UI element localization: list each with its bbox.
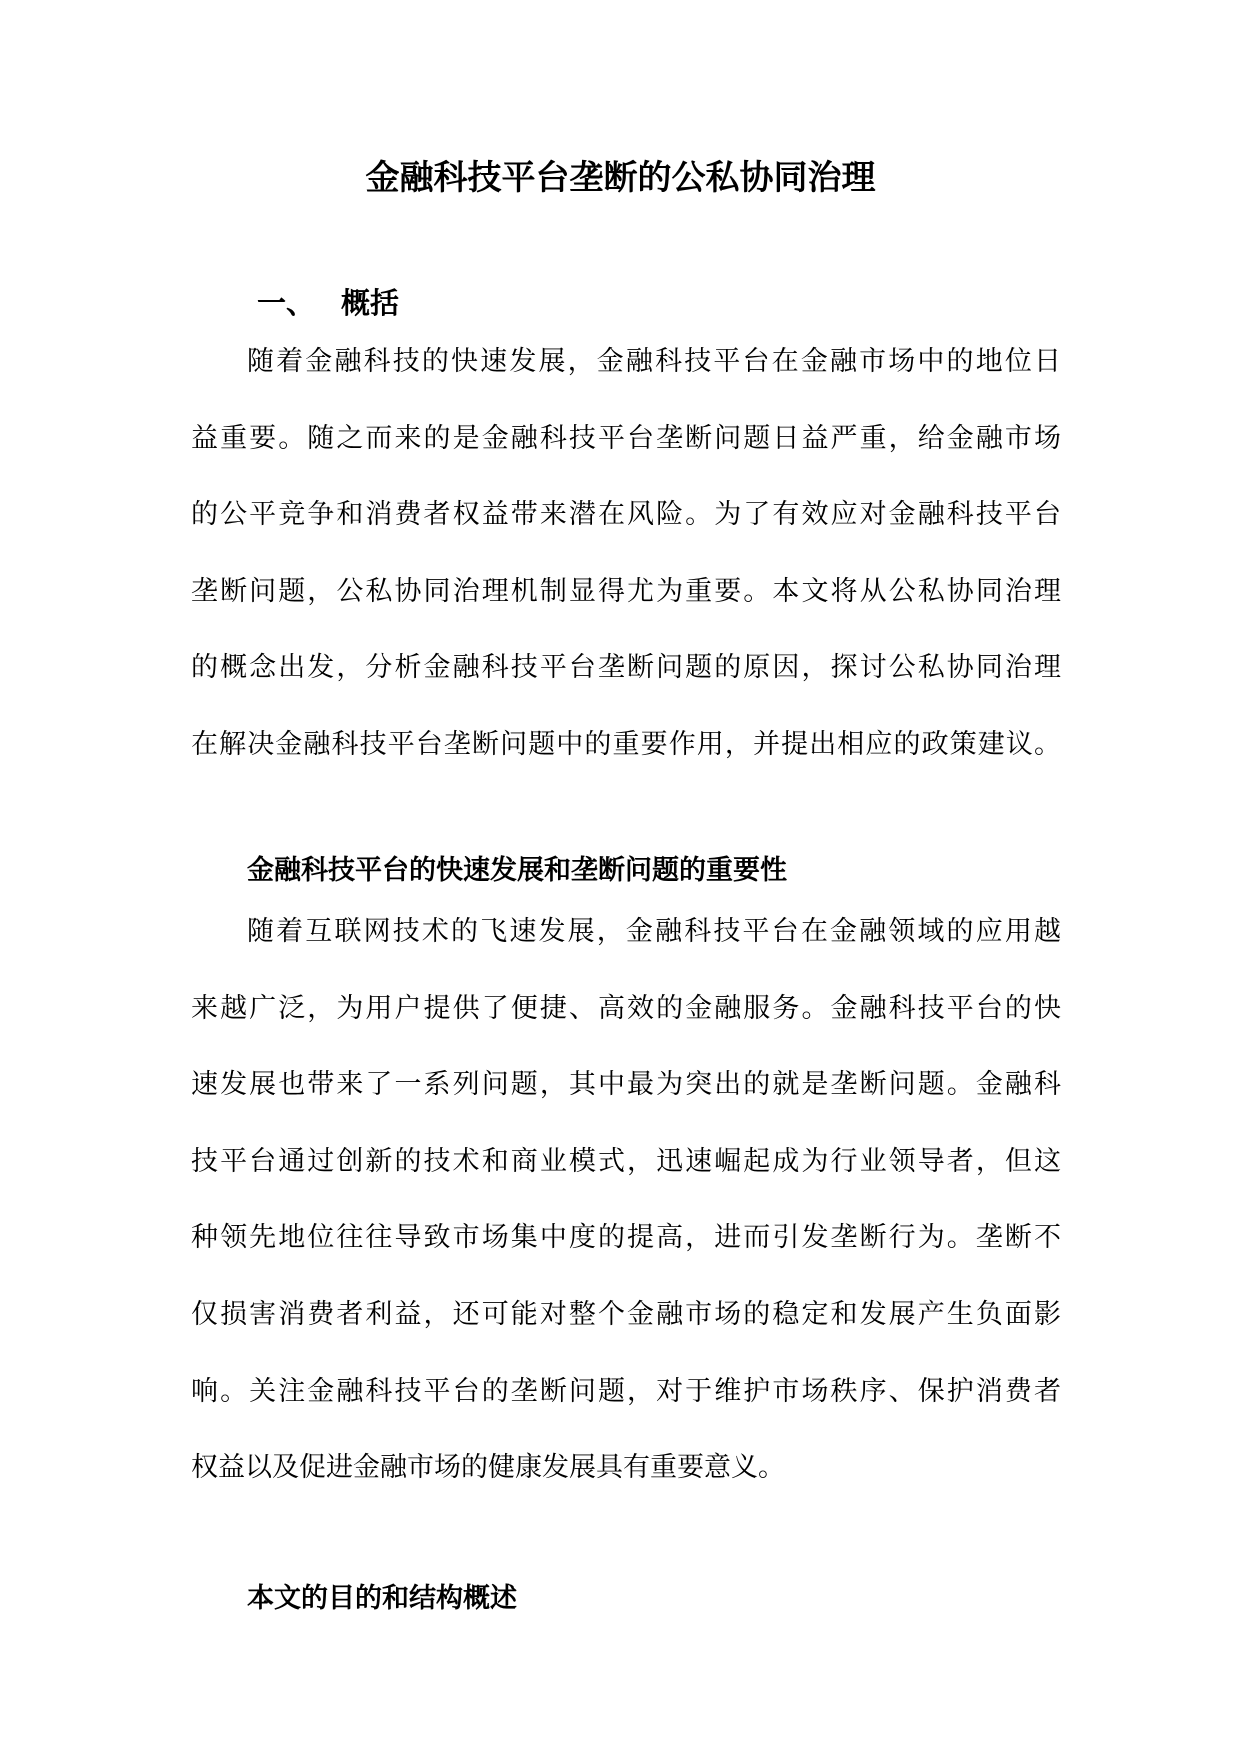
paragraph-line: 益重要。随之而来的是金融科技平台垄断问题日益严重，给金融市场: [191, 422, 1061, 454]
paragraph-line: 随着金融科技的快速发展，金融科技平台在金融市场中的地位日: [247, 346, 1061, 377]
overview-paragraph: [191, 324, 1061, 784]
paragraph-line: 的公平竞争和消费者权益带来潜在风险。为了有效应对金融科技平台: [191, 499, 1061, 531]
paragraph-line: 的概念出发，分析金融科技平台垄断问题的原因，探讨公私协同治理: [191, 652, 1061, 684]
paragraph-line: 在解决金融科技平台垄断问题中的重要作用，并提出相应的政策建议。: [191, 728, 1061, 760]
importance-paragraph: [191, 894, 1061, 1507]
paragraph-line: 权益以及促进金融市场的健康发展具有重要意义。: [191, 1452, 785, 1484]
subsection-heading-importance: 金融科技平台的快速发展和垄断问题的重要性: [247, 855, 787, 886]
section-number: 一、: [257, 286, 316, 320]
paragraph-line: 技平台通过创新的技术和商业模式，迅速崛起成为行业领导者，但这: [191, 1145, 1061, 1177]
section-heading-text: 概括: [341, 286, 400, 320]
paragraph-line: 垄断问题，公私协同治理机制显得尤为重要。本文将从公私协同治理: [191, 575, 1061, 607]
paragraph-line: 随着互联网技术的飞速发展，金融科技平台在金融领域的应用越: [247, 916, 1061, 947]
document-title: 金融科技平台垄断的公私协同治理: [365, 158, 876, 198]
paragraph-line: 种领先地位往往导致市场集中度的提高，进而引发垄断行为。垄断不: [191, 1222, 1061, 1254]
paragraph-line: 响。关注金融科技平台的垄断问题，对于维护市场秩序、保护消费者: [191, 1375, 1061, 1407]
paragraph-line: 来越广泛，为用户提供了便捷、高效的金融服务。金融科技平台的快: [191, 992, 1061, 1024]
paragraph-line: 仅损害消费者利益，还可能对整个金融市场的稳定和发展产生负面影: [191, 1298, 1061, 1330]
paragraph-line: 速发展也带来了一系列问题，其中最为突出的就是垄断问题。金融科: [191, 1069, 1061, 1101]
section-heading-overview: [257, 281, 399, 325]
subsection-heading-purpose: 本文的目的和结构概述: [247, 1583, 517, 1614]
